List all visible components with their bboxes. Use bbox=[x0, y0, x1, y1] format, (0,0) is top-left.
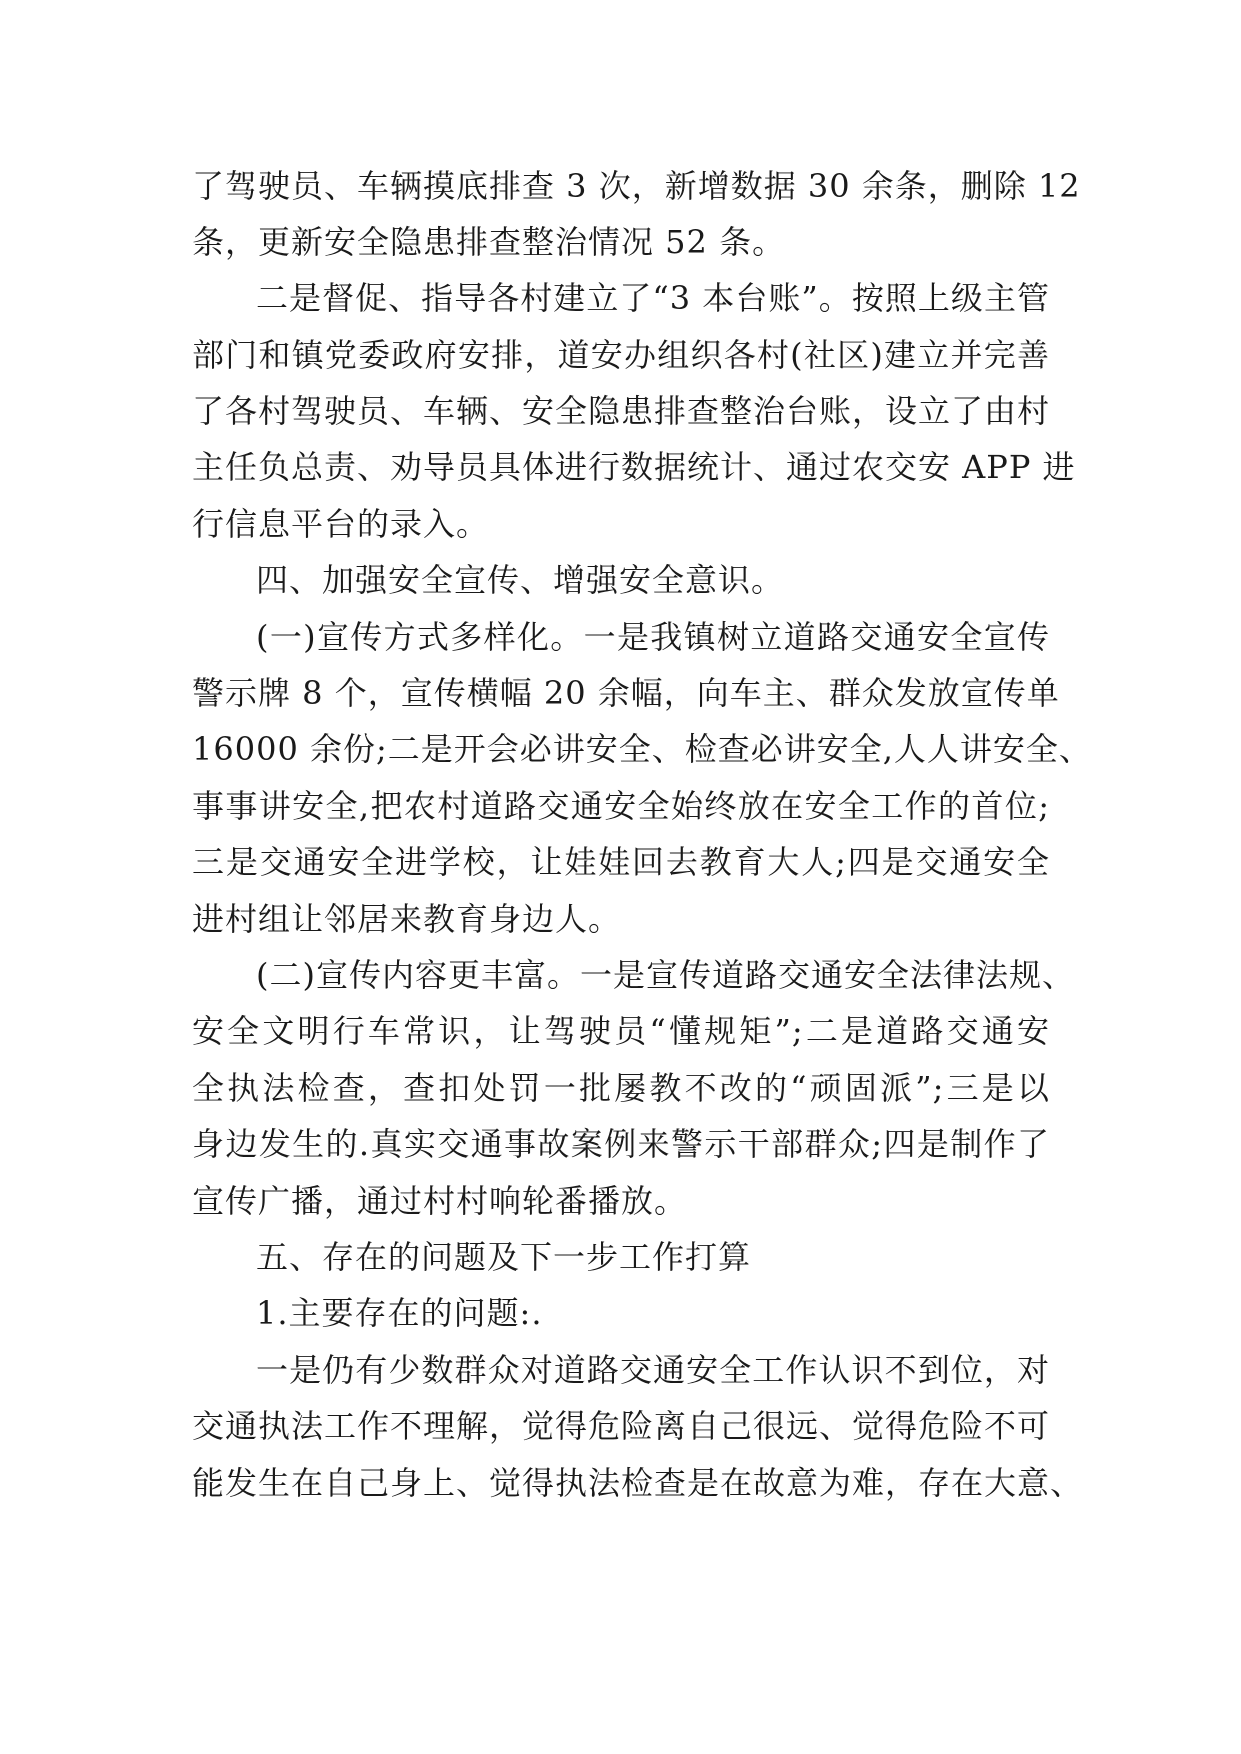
text-line: 16000 余份;二是开会必讲安全、检查必讲安全,人人讲安全、 bbox=[192, 730, 1092, 768]
text-line: 宣传广播，通过村村响轮番播放。 bbox=[192, 1182, 688, 1220]
text-line: 进村组让邻居来教育身边人。 bbox=[192, 900, 622, 938]
text-line: 了驾驶员、车辆摸底排查 3 次，新增数据 30 余条，删除 12 bbox=[192, 167, 1081, 205]
text-line: 事事讲安全,把农村道路交通安全始终放在安全工作的首位; bbox=[192, 787, 1050, 825]
text-line: 行信息平台的录入。 bbox=[192, 505, 490, 543]
text-line: 交通执法工作不理解，觉得危险离自己很远、觉得危险不可 bbox=[192, 1407, 1051, 1445]
subsection-heading: 1.主要存在的问题:. bbox=[256, 1294, 543, 1332]
text-line: 能发生在自己身上、觉得执法检查是在故意为难，存在大意、 bbox=[192, 1464, 1084, 1502]
text-line: 三是交通安全进学校，让娃娃回去教育大人;四是交通安全 bbox=[192, 843, 1050, 881]
text-line: 二是督促、指导各村建立了“3 本台账”。按照上级主管 bbox=[256, 279, 1050, 317]
text-line: (二)宣传内容更丰富。一是宣传道路交通安全法律法规、 bbox=[256, 956, 1075, 994]
text-line: 身边发生的.真实交通事故案例来警示干部群众;四是制作了 bbox=[192, 1125, 1050, 1163]
text-line: 了各村驾驶员、车辆、安全隐患排查整治台账，设立了由村 bbox=[192, 392, 1051, 430]
text-line: (一)宣传方式多样化。一是我镇树立道路交通安全宣传 bbox=[256, 618, 1050, 656]
text-line: 安全文明行车常识，让驾驶员“懂规矩”;二是道路交通安 bbox=[192, 1012, 1050, 1050]
text-line: 一是仍有少数群众对道路交通安全工作认识不到位，对 bbox=[256, 1351, 1050, 1389]
text-line: 全执法检查，查扣处罚一批屡教不改的“顽固派”;三是以 bbox=[192, 1069, 1050, 1107]
section-heading: 四、加强安全宣传、增强安全意识。 bbox=[256, 561, 785, 599]
text-line: 条，更新安全隐患排查整治情况 52 条。 bbox=[192, 223, 786, 261]
text-line: 警示牌 8 个，宣传横幅 20 余幅，向车主、群众发放宣传单 bbox=[192, 674, 1060, 712]
text-line: 部门和镇党委政府安排，道安办组织各村(社区)建立并完善 bbox=[192, 336, 1050, 374]
section-heading: 五、存在的问题及下一步工作打算 bbox=[256, 1238, 752, 1276]
text-line: 主任负总责、劝导员具体进行数据统计、通过农交安 APP 进 bbox=[192, 448, 1076, 486]
